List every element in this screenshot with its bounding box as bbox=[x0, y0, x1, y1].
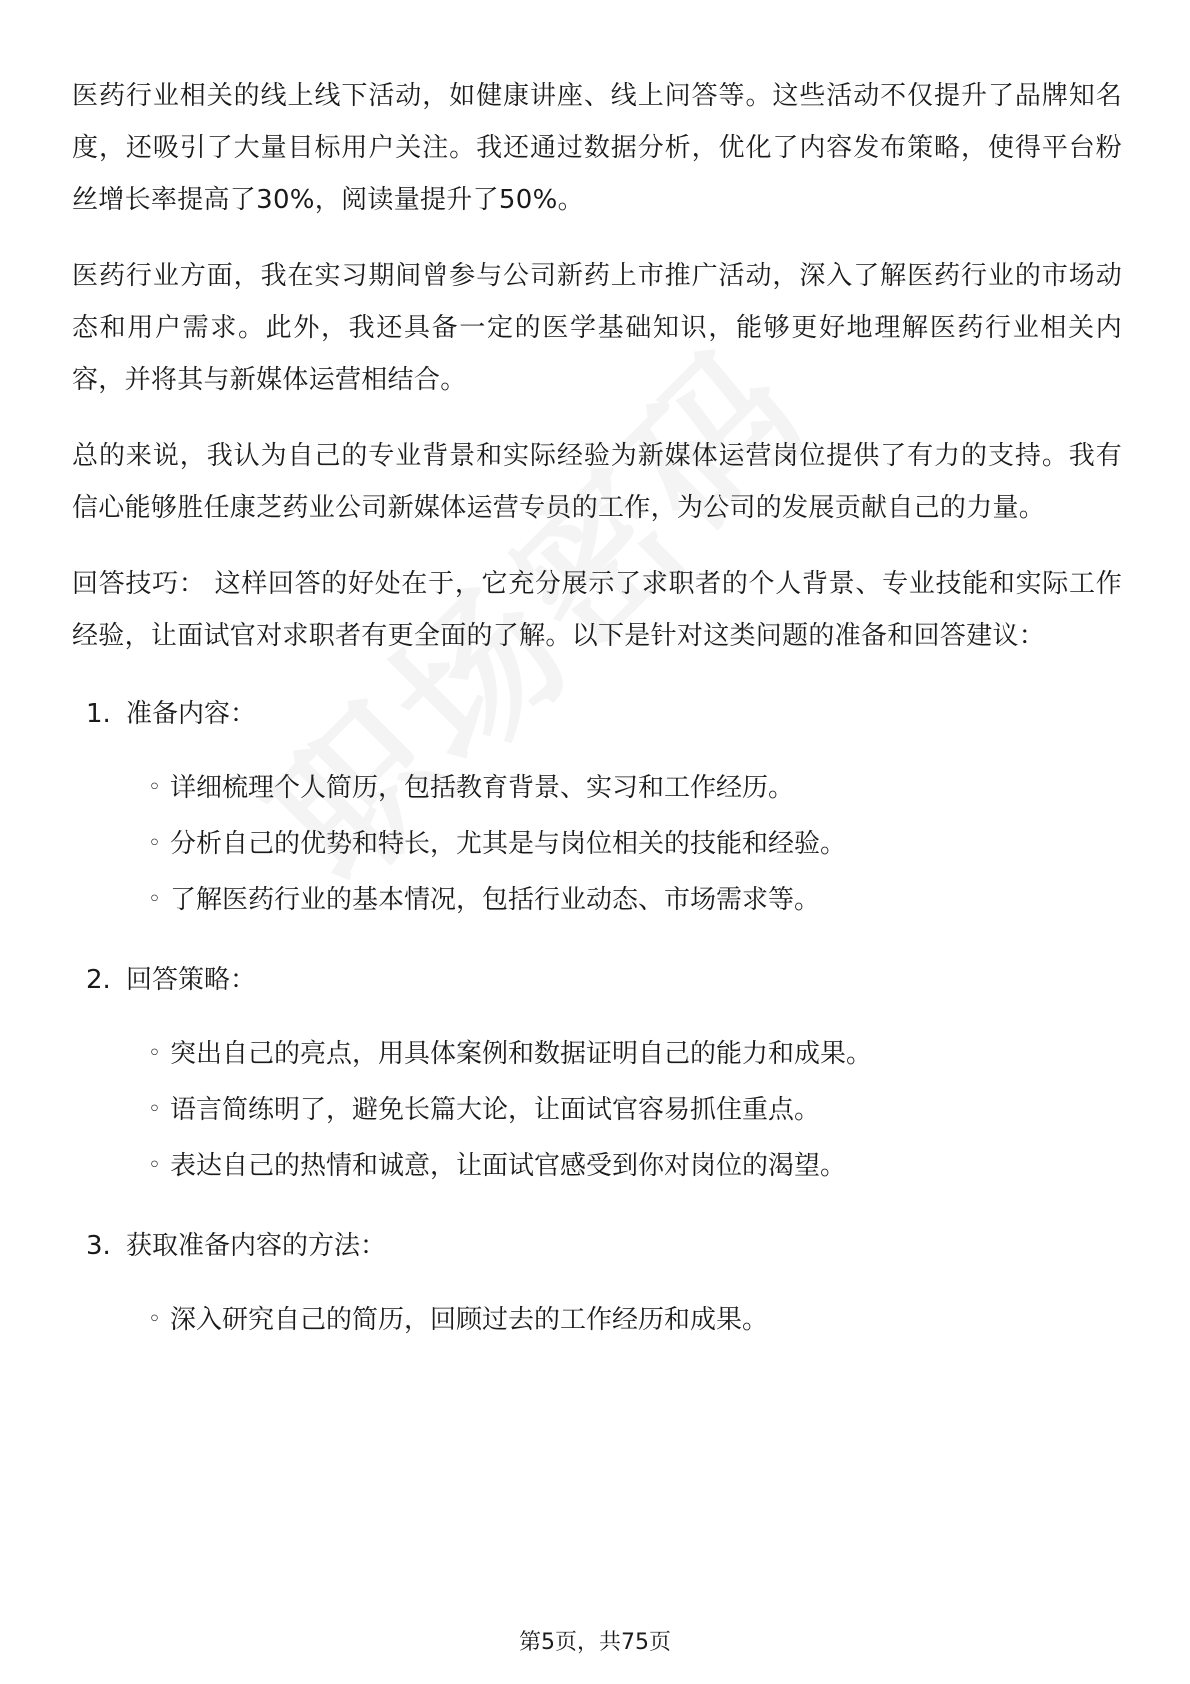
page-content bbox=[72, 70, 1122, 1374]
bullet-icon: ◦ bbox=[148, 1307, 161, 1332]
paragraph: 医药行业方面，我在实习期间曾参与公司新药上市推广活动，深入了解医药行业的市场动态和用户需求。此外，我还具备一定的医学基础知识，能够更好地理解医药行业相关内容，并将其与新媒体运营相结合。 bbox=[72, 261, 1122, 395]
bullet-list bbox=[72, 1292, 1122, 1348]
bullet-icon: ◦ bbox=[148, 775, 161, 800]
bullet-list bbox=[72, 1026, 1122, 1194]
list-item: ◦ 详细梳理个人简历，包括教育背景、实习和工作经历。 bbox=[72, 760, 1122, 816]
bullet-icon: ◦ bbox=[148, 1041, 161, 1066]
list-item: ◦ 突出自己的亮点，用具体案例和数据证明自己的能力和成果。 bbox=[72, 1026, 1122, 1082]
paragraph: 医药行业相关的线上线下活动，如健康讲座、线上问答等。这些活动不仅提升了品牌知名度，还吸引了大量目标用户关注。我还通过数据分析，优化了内容发布策略，使得平台粉丝增长率提高了30%，阅读量提升了50%。 bbox=[72, 81, 1122, 215]
list-item: ◦ 语言简练明了，避免长篇大论，让面试官容易抓住重点。 bbox=[72, 1082, 1122, 1138]
item-title: 获取准备内容的方法： bbox=[126, 1231, 387, 1261]
item-number: 2. bbox=[86, 965, 111, 995]
numbered-item-prepare bbox=[72, 688, 1122, 740]
bullet-icon: ◦ bbox=[148, 1097, 161, 1122]
list-item: ◦ 了解医药行业的基本情况，包括行业动态、市场需求等。 bbox=[72, 872, 1122, 928]
bullet-icon: ◦ bbox=[148, 831, 161, 856]
bullet-list bbox=[72, 760, 1122, 928]
list-item: ◦ 表达自己的热情和诚意，让面试官感受到你对岗位的渴望。 bbox=[72, 1138, 1122, 1194]
item-number: 1. bbox=[86, 699, 111, 729]
numbered-item-methods bbox=[72, 1220, 1122, 1272]
paragraph: 回答技巧： 这样回答的好处在于，它充分展示了求职者的个人背景、专业技能和实际工作经验，让面试官对求职者有更全面的了解。以下是针对这类问题的准备和回答建议： bbox=[72, 569, 1122, 651]
bullet-icon: ◦ bbox=[148, 1153, 161, 1178]
page-number: 第5页，共75页 bbox=[519, 1630, 671, 1655]
item-title: 回答策略： bbox=[126, 965, 257, 995]
list-item: ◦ 分析自己的优势和特长，尤其是与岗位相关的技能和经验。 bbox=[72, 816, 1122, 872]
numbered-item-strategy bbox=[72, 954, 1122, 1006]
list-item: ◦ 深入研究自己的简历，回顾过去的工作经历和成果。 bbox=[72, 1292, 1122, 1348]
item-title: 准备内容： bbox=[126, 699, 257, 729]
paragraph: 总的来说，我认为自己的专业背景和实际经验为新媒体运营岗位提供了有力的支持。我有信心能够胜任康芝药业公司新媒体运营专员的工作，为公司的发展贡献自己的力量。 bbox=[72, 441, 1122, 523]
item-number: 3. bbox=[86, 1231, 111, 1261]
bullet-icon: ◦ bbox=[148, 887, 161, 912]
